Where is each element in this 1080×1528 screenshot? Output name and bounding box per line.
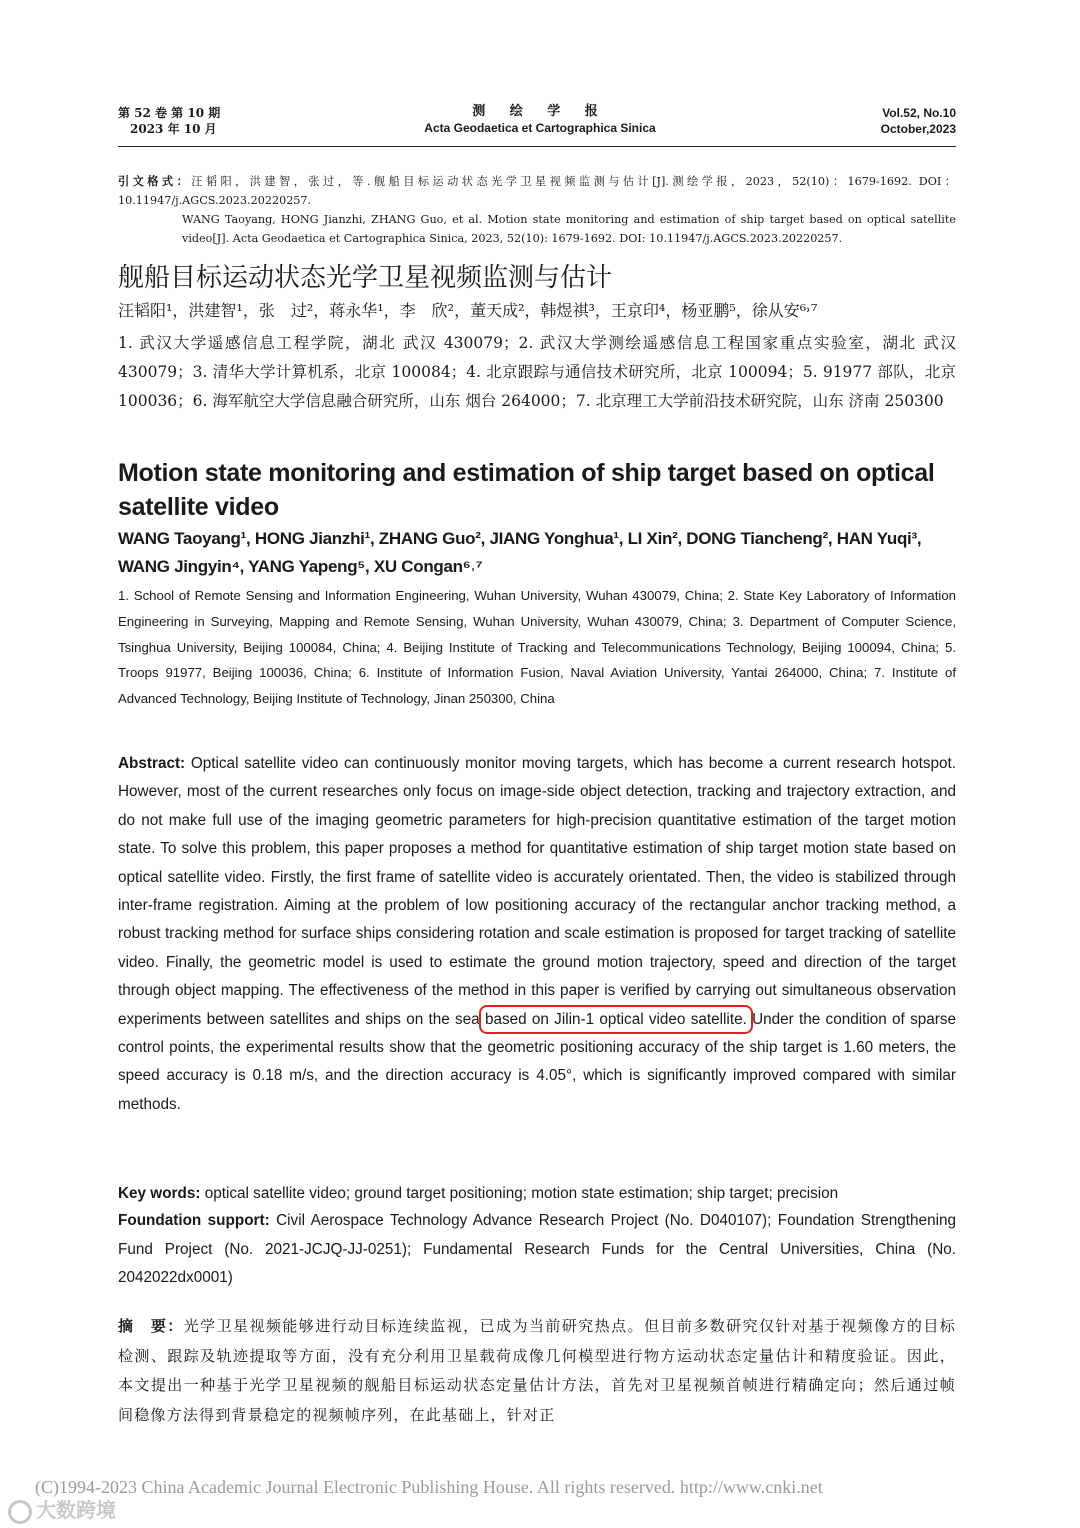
date-en: October,2023 bbox=[880, 122, 956, 136]
authors-cn: 汪韬阳¹，洪建智¹，张 过²，蒋永华¹，李 欣²，董天成²，韩煜祺³，王京印⁴，杨亚鹏⁵，徐从安⁶˒⁷ bbox=[118, 301, 818, 320]
journal-volume-en bbox=[881, 105, 956, 137]
abstract-text-after: Under the condition of sparse control points, the experimental results show that the geometric positioning accuracy of the ship target is 1.60 meters, the speed accuracy is 0.18 m/s, and the direction accuracy is 4.05°, which is significantly improved compared with similar methods. bbox=[118, 1010, 956, 1113]
keywords-en bbox=[118, 1180, 956, 1208]
watermark bbox=[8, 1494, 116, 1524]
volume-en: Vol.52, No.10 bbox=[882, 106, 956, 120]
authors-en: WANG Taoyang¹, HONG Jianzhi¹, ZHANG Guo², JIANG Yonghua¹, LI Xin², DONG Tiancheng², HAN Yuqi³, WANG Jingyin⁴, YANG Yapeng⁵, XU Congan⁶˒⁷ bbox=[118, 529, 922, 576]
foundation-en bbox=[118, 1207, 956, 1293]
highlighted-phrase: based on Jilin-1 optical video satellite. bbox=[484, 1010, 747, 1028]
abstract-cn-label: 摘 要： bbox=[118, 1317, 184, 1335]
journal-name-en: Acta Geodaetica et Cartographica Sinica bbox=[424, 121, 656, 135]
foundation-label: Foundation support: bbox=[118, 1212, 270, 1229]
abstract-text-before: Optical satellite video can continuously monitor moving targets, which has become a current research hotspot. However, most of the current researches only focus on image-side object detection, tracking and trajectory extraction, and do not make full use of the imaging geometric parameters for high-precision quantitative estimation of the target motion state. To solve this problem, this paper proposes a method for quantitative estimation of ship target motion state based on optical satellite video. Firstly, the first frame of satellite video is accurately orientated. Then, the video is stabilized through inter-frame registration. Aiming at the problem of low positioning accuracy of the rectangular anchor tracking method, a robust tracking method for surface ships considering rotation and scale estimation is proposed for target tracking of satellite video. Finally, the geometric model is used to estimate the ground motion trajectory, speed and direction of the target through object mapping. The effectiveness of the method in this paper is verified by carrying out simultaneous observation experiments between satellites and ships on the sea bbox=[118, 755, 956, 1028]
abstract-label: Abstract: bbox=[118, 755, 186, 772]
journal-name-cn: 测 绘 学 报 bbox=[472, 104, 608, 119]
watermark-logo-icon bbox=[8, 1500, 32, 1524]
abstract-cn bbox=[118, 1312, 956, 1430]
journal-volume-cn bbox=[118, 105, 220, 137]
abstract-en bbox=[118, 750, 956, 1119]
date-cn: 2023 年 10 月 bbox=[130, 122, 217, 136]
title-en: Motion state monitoring and estimation of ship target based on optical satellite video bbox=[118, 459, 935, 521]
affiliations-en: 1. School of Remote Sensing and Information Engineering, Wuhan University, Wuhan 430079, China; 2. State Key Laboratory of Information Engineering in Surveying, Mapping and Remote Sensing, Wuhan University, Wuhan 430079, China; 3. Department of Computer Science, Tsinghua University, Beijing 100084, China; 4. Beijing Institute of Tracking and Telecommunications Technology, Beijing 100094, China; 5. Troops 91977, Beijing 100036, China; 6. Institute of Information Fusion, Naval Aviation University, Yantai 264000, China; 7. Institute of Advanced Technology, Beijing Institute of Technology, Jinan 250300, China bbox=[118, 588, 956, 707]
title-cn: 舰船目标运动状态光学卫星视频监测与估计 bbox=[118, 263, 613, 293]
journal-name bbox=[330, 103, 750, 137]
watermark-text: 大数跨境 bbox=[36, 1500, 116, 1522]
citation-cn: 汪韬阳，洪建智，张过，等.舰船目标运动状态光学卫星视频监测与估计[J].测绘学报，2023，52(10)：1679-1692. DOI：10.11947/j.AGCS.2023.20220257. bbox=[118, 175, 956, 207]
copyright-footer: (C)1994-2023 China Academic Journal Electronic Publishing House. All rights reserved. http://www.cnki.net bbox=[35, 1477, 823, 1497]
affiliations-cn: 1. 武汉大学遥感信息工程学院，湖北 武汉 430079；2. 武汉大学测绘遥感信息工程国家重点实验室，湖北 武汉 430079；3. 清华大学计算机系，北京 100084；4. 北京跟踪与通信技术研究所，北京 100094；5. 91977 部队，北京 100036；6. 海军航空大学信息融合研究所，山东 烟台 264000；7. 北京理工大学前沿技术研究院，山东 济南 250300 bbox=[118, 334, 956, 410]
citation-label: 引文格式： bbox=[118, 174, 192, 188]
foundation-text: Civil Aerospace Technology Advance Research Project (No. D040107); Foundation Strengthening Fund Project (No. 2021-JCJQ-JJ-0251); Fundamental Research Funds for the Central Universities, China (No. 2042022dx0001) bbox=[118, 1212, 956, 1287]
citation-block bbox=[118, 172, 956, 248]
keywords-label: Key words: bbox=[118, 1185, 201, 1202]
header-rule bbox=[118, 146, 956, 147]
citation-en: WANG Taoyang, HONG Jianzhi, ZHANG Guo, et al. Motion state monitoring and estimation of ship target based on optical satellite video[J]. Acta Geodaetica et Cartographica Sinica, 2023, 52(10): 1679-1692. DOI: 10.11947/j.AGCS.2023.20220257. bbox=[182, 213, 956, 245]
volume-cn: 第 52 卷 第 10 期 bbox=[118, 106, 221, 120]
abstract-cn-text: 光学卫星视频能够进行动目标连续监视，已成为当前研究热点。但目前多数研究仅针对基于视频像方的目标检测、跟踪及轨迹提取等方面，没有充分利用卫星载荷成像几何模型进行物方运动状态定量估计和精度验证。因此，本文提出一种基于光学卫星视频的舰船目标运动状态定量估计方法，首先对卫星视频首帧进行精确定向；然后通过帧间稳像方法得到背景稳定的视频帧序列，在此基础上，针对正 bbox=[118, 1317, 956, 1424]
keywords-text: optical satellite video; ground target positioning; motion state estimation; ship target; precision bbox=[200, 1185, 839, 1202]
